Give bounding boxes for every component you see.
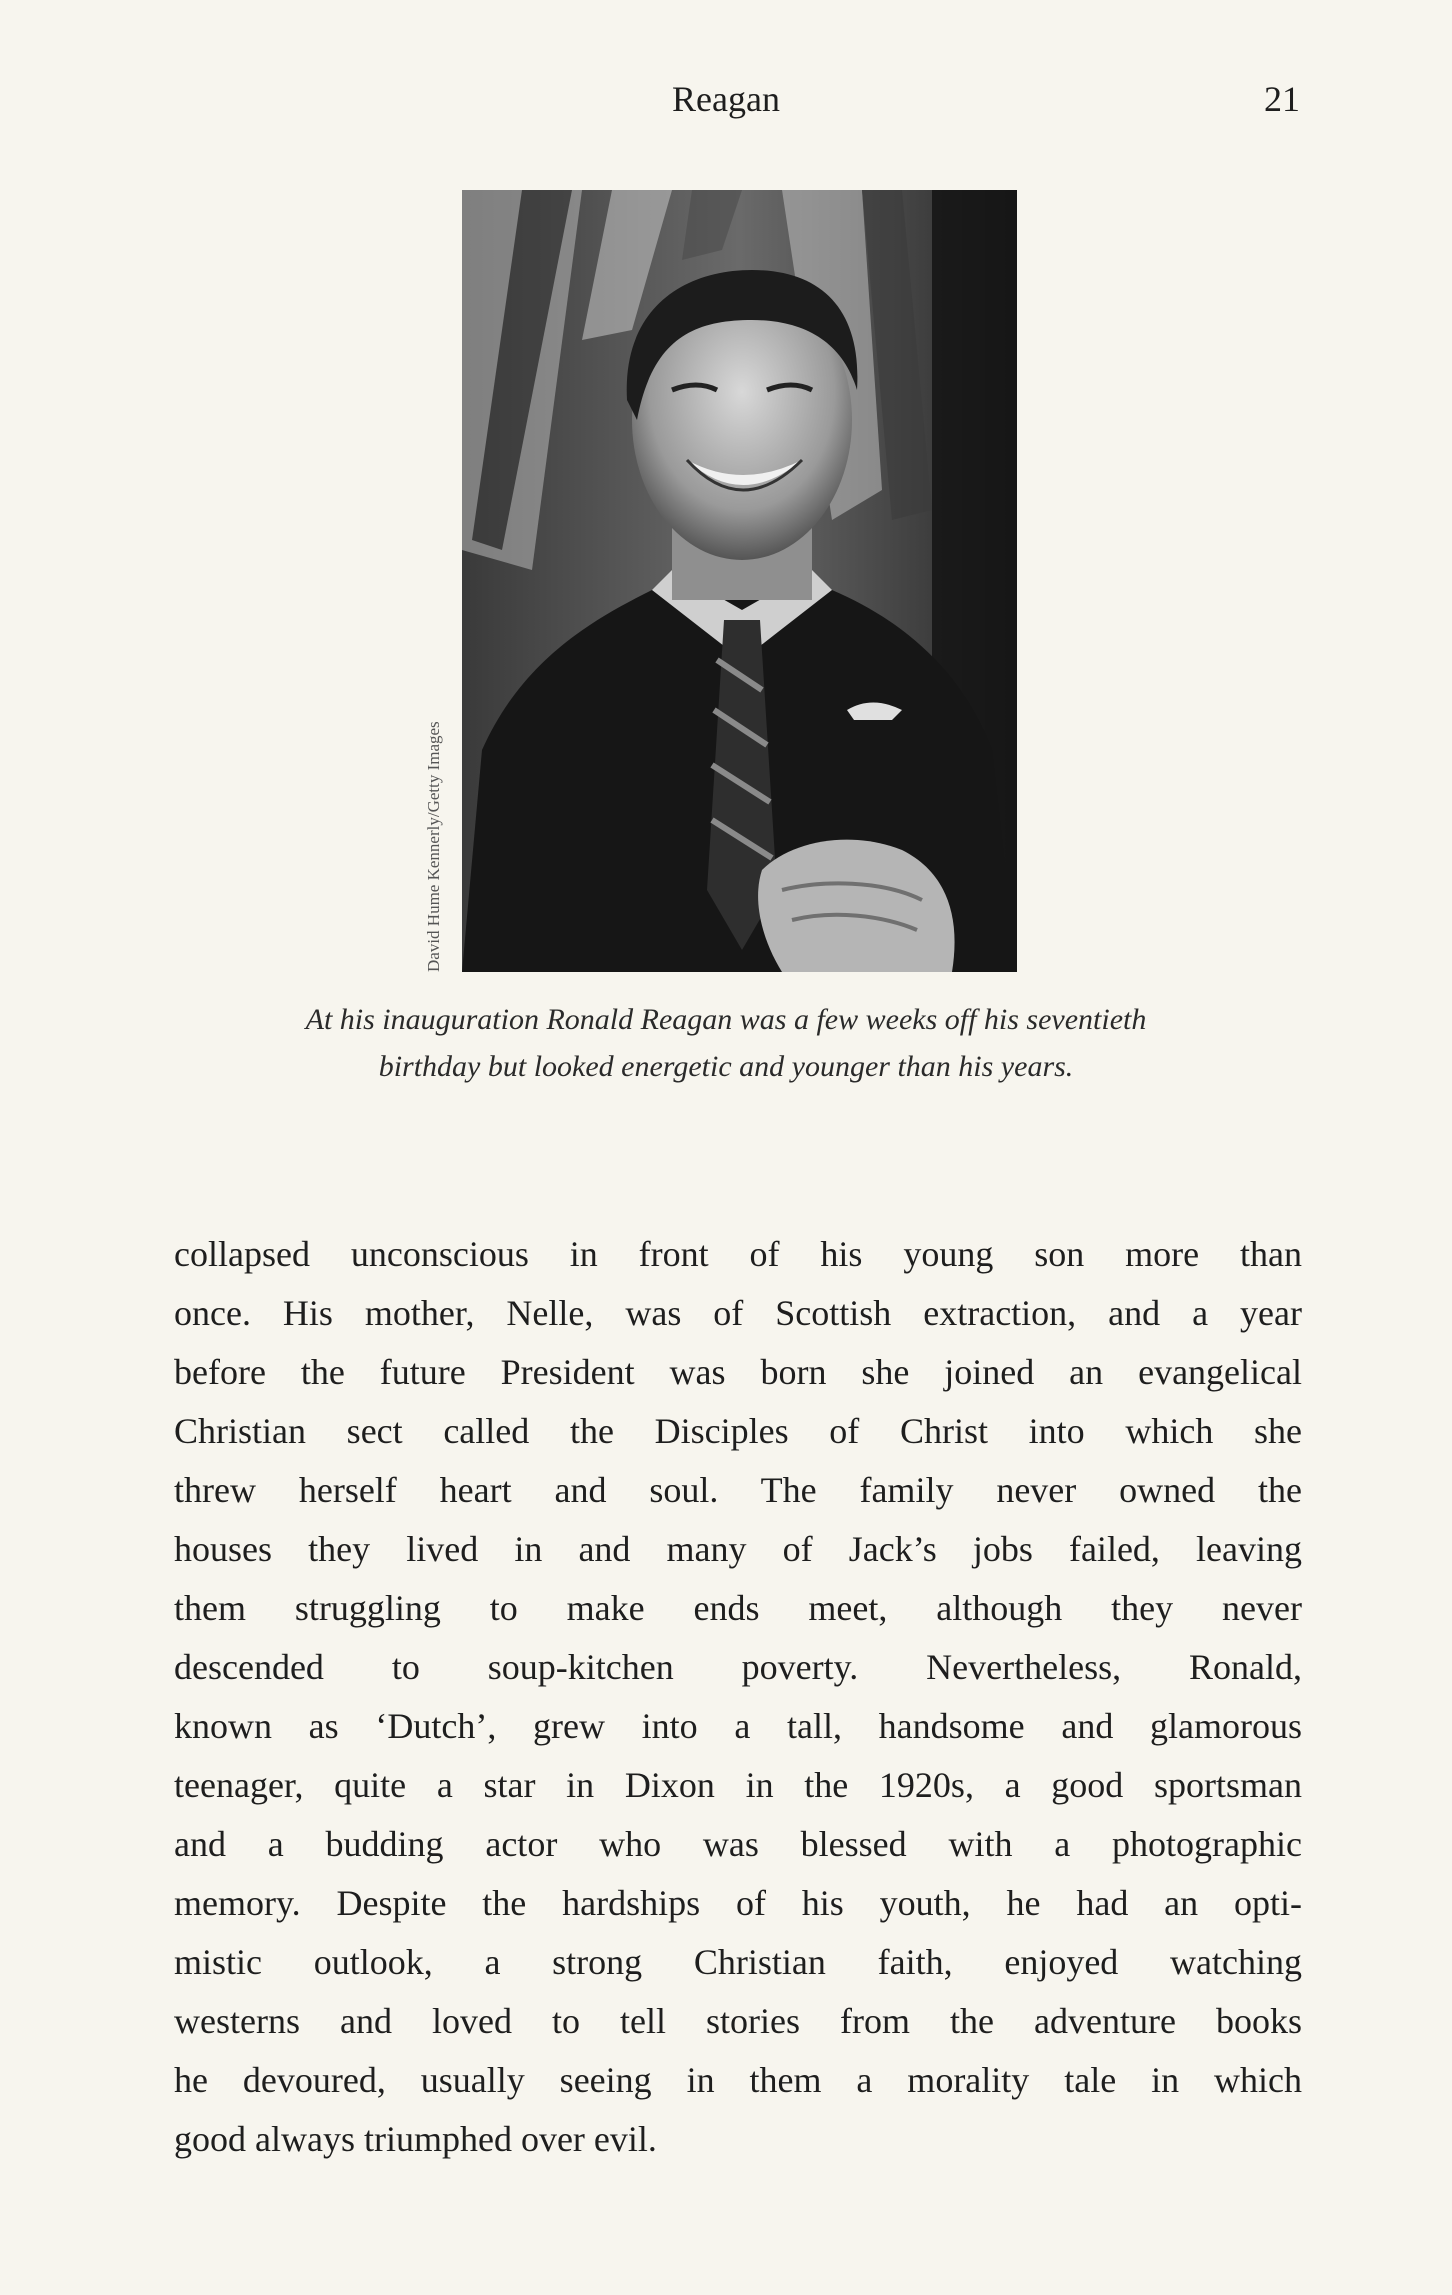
text-line: Christian sect called the Disciples of Christ into which she (174, 1411, 1302, 1451)
text-line: and a budding actor who was blessed with a photographic (174, 1824, 1302, 1864)
text-line: them struggling to make ends meet, although they never (174, 1588, 1302, 1628)
text-line: he devoured, usually seeing in them a morality tale in which (174, 2060, 1302, 2100)
text-line: memory. Despite the hardships of his youth, he had an opti- (174, 1883, 1302, 1923)
text-line: known as ‘Dutch’, grew into a tall, handsome and glamorous (174, 1706, 1302, 1746)
text-line: good always triumphed over evil. (174, 2119, 657, 2159)
text-line: collapsed unconscious in front of his young son more than (174, 1234, 1302, 1274)
text-line: teenager, quite a star in Dixon in the 1920s, a good sportsman (174, 1765, 1302, 1805)
portrait-photo (462, 190, 1017, 972)
caption-line: birthday but looked energetic and younger than his years. (378, 1050, 1074, 1083)
photo-credit: David Hume Kennerly/Getty Images (424, 721, 443, 972)
caption-line: At his inauguration Ronald Reagan was a few weeks off his seventieth (305, 1003, 1147, 1036)
body-paragraph (174, 1225, 1302, 2169)
text-line: houses they lived in and many of Jack’s jobs failed, leaving (174, 1529, 1302, 1569)
text-line: threw herself heart and soul. The family never owned the (174, 1470, 1302, 1510)
text-line: westerns and loved to tell stories from the adventure books (174, 2001, 1302, 2041)
figure-caption (180, 996, 1272, 1090)
page-number: 21 (1264, 79, 1300, 119)
text-line: once. His mother, Nelle, was of Scottish extraction, and a year (174, 1293, 1302, 1333)
text-line: before the future President was born she joined an evangelical (174, 1352, 1302, 1392)
running-head: Reagan (672, 79, 780, 119)
text-line: mistic outlook, a strong Christian faith, enjoyed watching (174, 1942, 1302, 1982)
text-line: descended to soup-kitchen poverty. Nevertheless, Ronald, (174, 1647, 1302, 1687)
